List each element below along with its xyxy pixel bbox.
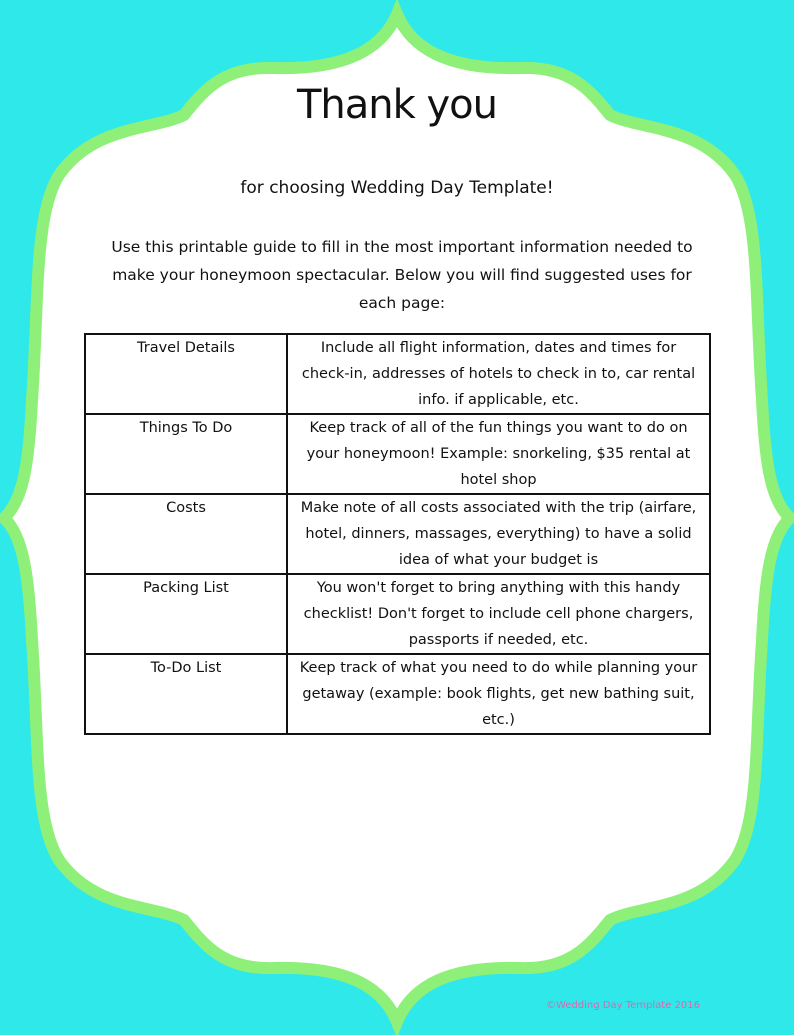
copyright-notice: ©Wedding Day Template 2016 bbox=[546, 1000, 700, 1011]
page-title: Thank you bbox=[296, 82, 498, 128]
row-description: Make note of all costs associated with the trip (airfare, hotel, dinners, massages, everything) to have a solid idea of what your budget is bbox=[287, 494, 710, 574]
intro-paragraph: Use this printable guide to fill in the most important information needed to make your honeymoon spectacular. Below you will find suggested uses for each page: bbox=[111, 238, 693, 312]
table-row bbox=[85, 494, 710, 574]
table-row bbox=[85, 334, 710, 414]
row-description: You won't forget to bring anything with this handy checklist! Don't forget to include cell phone chargers, passports if needed, etc. bbox=[287, 574, 710, 654]
table-row bbox=[85, 654, 710, 734]
page-guide-table bbox=[84, 333, 711, 735]
row-label: Travel Details bbox=[85, 334, 287, 414]
row-description: Keep track of all of the fun things you want to do on your honeymoon! Example: snorkeling, $35 rental at hotel shop bbox=[287, 414, 710, 494]
row-label: To-Do List bbox=[85, 654, 287, 734]
row-description: Include all flight information, dates and times for check-in, addresses of hotels to check in to, car rental info. if applicable, etc. bbox=[287, 334, 710, 414]
row-description: Keep track of what you need to do while planning your getaway (example: book flights, get new bathing suit, etc.) bbox=[287, 654, 710, 734]
row-label: Things To Do bbox=[85, 414, 287, 494]
table-row bbox=[85, 574, 710, 654]
row-label: Costs bbox=[85, 494, 287, 574]
page-subtitle: for choosing Wedding Day Template! bbox=[240, 178, 554, 198]
row-label: Packing List bbox=[85, 574, 287, 654]
table-row bbox=[85, 414, 710, 494]
